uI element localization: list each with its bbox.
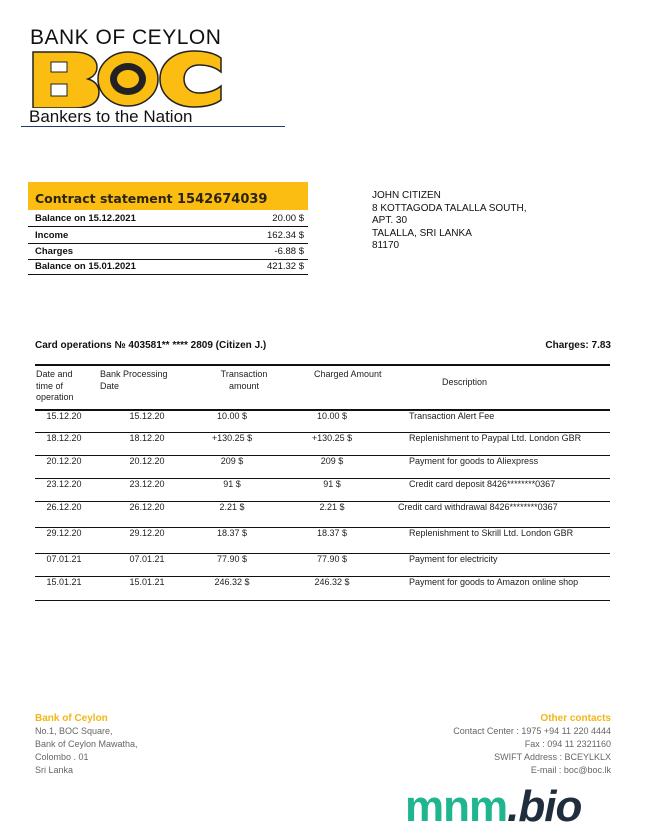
card-charges: Charges: 7.83	[545, 340, 611, 351]
description: Credit card withdrawal 8426********0367	[398, 502, 558, 512]
column-header: Description	[442, 377, 488, 387]
operation-date: 23.12.20	[46, 479, 82, 489]
charged-amount: 77.90 $	[316, 554, 348, 564]
description: Transaction Alert Fee	[409, 411, 495, 421]
watermark-part2: .bio	[507, 782, 582, 831]
operation-date: 29.12.20	[46, 528, 82, 538]
contract-label: Contract statement	[35, 191, 173, 206]
description: Replenishment to Paypal Ltd. London GBR	[409, 433, 582, 443]
operation-date: 15.12.20	[46, 411, 82, 421]
column-header: Date and time of operation	[36, 369, 74, 402]
watermark	[405, 783, 581, 831]
operation-date: 20.12.20	[46, 456, 82, 466]
transaction-amount: 246.32 $	[214, 577, 250, 587]
footer-line: Sri Lanka	[35, 765, 74, 775]
footer-line: Fax : 094 11 2321160	[524, 739, 611, 749]
summary-label: Balance on 15.01.2021	[35, 261, 136, 272]
processing-date: 29.12.20	[129, 528, 165, 538]
operation-date: 07.01.21	[46, 554, 82, 564]
contract-title	[35, 191, 267, 207]
footer-right-title: Other contacts	[540, 713, 611, 724]
transaction-amount: 77.90 $	[216, 554, 248, 564]
description: Credit card deposit 8426********0367	[409, 479, 556, 489]
footer-line: No.1, BOC Square,	[35, 726, 113, 736]
divider	[21, 126, 285, 127]
charged-amount: +130.25 $	[311, 433, 353, 443]
footer-line: SWIFT Address : BCEYLKLX	[494, 752, 611, 762]
transaction-amount: 18.37 $	[216, 528, 248, 538]
processing-date: 18.12.20	[129, 433, 165, 443]
address-line: APT. 30	[372, 215, 408, 226]
operation-date: 26.12.20	[46, 502, 82, 512]
summary-label: Income	[35, 230, 69, 241]
processing-date: 15.12.20	[129, 411, 165, 421]
bank-name: BANK OF CEYLON	[30, 26, 222, 49]
summary-row	[28, 244, 308, 260]
footer-left-title: Bank of Ceylon	[35, 713, 108, 724]
summary-row	[28, 259, 308, 275]
footer-line: E-mail : boc@boc.lk	[530, 765, 611, 775]
transaction-amount: 10.00 $	[216, 411, 248, 421]
customer-address	[372, 190, 527, 253]
address-line: 8 KOTTAGODA TALALLA SOUTH,	[372, 202, 527, 214]
operation-date: 15.01.21	[46, 577, 82, 587]
processing-date: 20.12.20	[129, 456, 165, 466]
description: Payment for goods to Amazon online shop	[409, 577, 579, 587]
charged-amount: 91 $	[323, 479, 341, 489]
column-header: Charged Amount	[314, 369, 382, 379]
charged-amount: 209 $	[320, 456, 344, 466]
table-top-rule	[35, 364, 610, 366]
processing-date: 23.12.20	[129, 479, 165, 489]
processing-date: 07.01.21	[129, 554, 165, 564]
transaction-amount: 91 $	[223, 479, 241, 489]
charged-amount: 18.37 $	[316, 528, 348, 538]
description: Payment for electricity	[409, 554, 498, 564]
transaction-amount: 209 $	[220, 456, 244, 466]
column-header: Bank Processing Date	[100, 369, 168, 391]
description: Replenishment to Skrill Ltd. London GBR	[409, 528, 574, 538]
summary-row	[28, 228, 308, 244]
footer-line: Bank of Ceylon Mawatha,	[35, 739, 138, 749]
summary-row	[28, 211, 308, 227]
address-line: JOHN CITIZEN	[372, 190, 441, 201]
transaction-amount: 2.21 $	[219, 502, 245, 512]
address-line: TALALLA, SRI LANKA	[372, 227, 472, 239]
description: Payment for goods to Aliexpress	[409, 456, 539, 466]
column-header: Transaction amount	[220, 369, 268, 391]
summary-label: Charges	[35, 246, 74, 257]
summary-value: -6.88 $	[274, 246, 304, 257]
footer-contacts	[453, 712, 611, 777]
footer-line: Colombo . 01	[35, 752, 89, 762]
processing-date: 15.01.21	[129, 577, 165, 587]
tagline: Bankers to the Nation	[29, 107, 193, 126]
card-operations-title: Card operations № 403581** **** 2809 (Citizen J.)	[35, 340, 267, 351]
watermark-part1: mnm	[405, 782, 508, 831]
summary-label: Balance on 15.12.2021	[35, 213, 136, 224]
summary-value: 421.32 $	[267, 261, 304, 272]
row-divider	[35, 600, 610, 601]
charged-amount: 2.21 $	[319, 502, 345, 512]
charged-amount: 246.32 $	[314, 577, 350, 587]
operation-date: 18.12.20	[46, 433, 82, 443]
processing-date: 26.12.20	[129, 502, 165, 512]
address-line: 81170	[372, 240, 400, 251]
footer-line: Contact Center : 1975 +94 11 220 4444	[453, 726, 611, 736]
boc-logo	[31, 50, 227, 108]
transaction-amount: +130.25 $	[211, 433, 253, 443]
charged-amount: 10.00 $	[316, 411, 348, 421]
summary-value: 20.00 $	[272, 213, 304, 224]
footer-bank-address	[35, 712, 138, 777]
summary-value: 162.34 $	[267, 230, 304, 241]
contract-number: 1542674039	[177, 192, 268, 207]
